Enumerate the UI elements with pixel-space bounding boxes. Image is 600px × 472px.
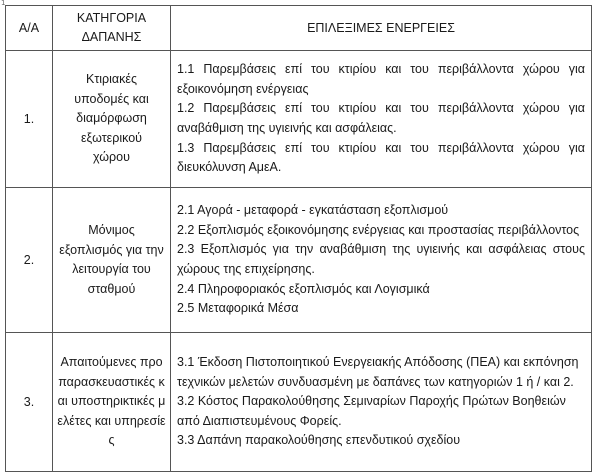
action-item: 3.2 Κόστος Παρακολούθησης Σεμιναρίων Παροχής Πρώτων Βοηθειών από Διαπιστευμένους Φορείς. (177, 394, 566, 428)
action-item: 2.1 Αγορά - μεταφορά - εγκατάσταση εξοπλισμού (177, 203, 449, 218)
header-num: Α/Α (6, 6, 53, 51)
row-actions (171, 333, 592, 472)
row-number: 3. (6, 333, 53, 472)
action-item: 2.5 Μεταφορικά Μέσα (177, 301, 299, 316)
table-row (6, 51, 592, 188)
action-item: 1.3 Παρεμβάσεις επί του κτιρίου και του περιβάλλοντα χώρου για διευκόλυνση ΑμεΑ. (177, 140, 585, 175)
expense-table (5, 5, 592, 472)
row-category: Κτιριακές υποδομές και διαμόρφωση εξωτερικού χώρου (53, 51, 171, 188)
row-category: Απαιτούμενες προπαρασκευαστικές και υποστηρικτικές μελέτες και υπηρεσίες (53, 333, 171, 472)
row-number: 1. (6, 51, 53, 188)
action-item: 1.1 Παρεμβάσεις επί του κτιρίου και του περιβάλλοντα χώρου για εξοικονόμηση ενέργειας (177, 62, 585, 96)
action-item: 3.1 Έκδοση Πιστοποιητικού Ενεργειακής Απόδοσης (ΠΕΑ) και εκπόνηση τεχνικών μελετών συνδυασμένη με δαπάνες των κατηγοριών 1 ή / και 2. (177, 355, 579, 389)
table-header-row (6, 6, 592, 51)
row-category: Μόνιμος εξοπλισμός για την λειτουργία του σταθμού (53, 188, 171, 333)
action-item: 2.3 Εξοπλισμός για την αναβάθμιση της υγιεινής και ασφάλειας στους χώρους της επιχείρησης. (177, 242, 585, 276)
action-item: 2.2 Εξοπλισμός εξοικονόμησης ενέργειας και προστασίας περιβάλλοντος (177, 222, 580, 237)
action-item: 1.2 Παρεμβάσεις επί του κτιρίου και του περιβάλλοντα χώρου για αναβάθμιση της υγιεινής και ασφάλειας. (177, 101, 585, 135)
row-actions (171, 188, 592, 333)
action-item: 2.4 Πληροφοριακός εξοπλισμός και Λογισμικά (177, 281, 430, 296)
action-item: 3.3 Δαπάνη παρακολούθησης επενδυτικού σχεδίου (177, 433, 461, 448)
page-marker: 1 (1, 0, 6, 7)
header-actions: ΕΠΙΛΕΞΙΜΕΣ ΕΝΕΡΓΕΙΕΣ (171, 6, 592, 51)
table-row (6, 188, 592, 333)
row-number: 2. (6, 188, 53, 333)
table-row (6, 333, 592, 472)
row-actions (171, 51, 592, 188)
header-category: ΚΑΤΗΓΟΡΙΑ ΔΑΠΑΝΗΣ (53, 6, 171, 51)
